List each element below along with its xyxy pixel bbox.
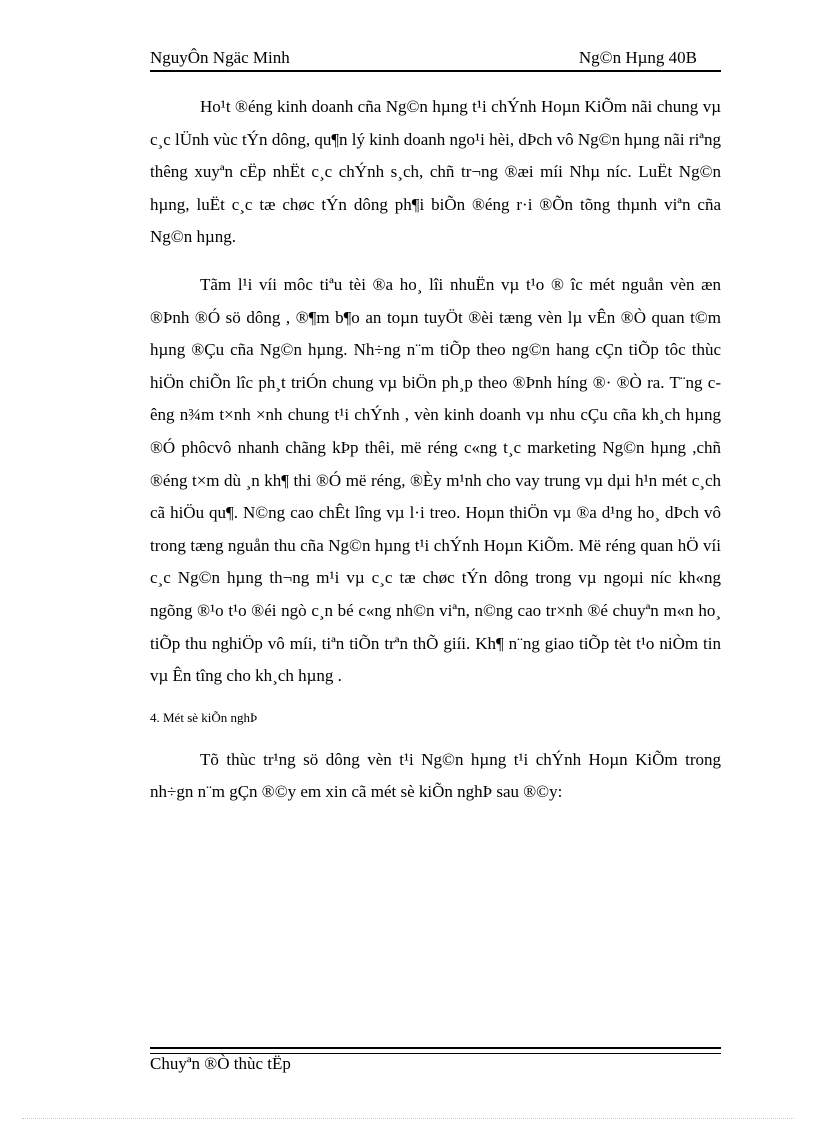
header-author: NguyÔn Ngäc Minh xyxy=(150,48,290,67)
page-header xyxy=(150,48,721,72)
section-heading: 4. Mét sè kiÕn nghÞ xyxy=(150,709,258,725)
closing-paragraph: Tõ thùc tr¹ng sö dông vèn t¹i Ng©n hµng t¹i chÝnh Hoµn KiÕm trong nh÷gn n¨m gÇn ®©y em xin cã mét sè kiÕn nghÞ sau ®©y: xyxy=(150,749,721,802)
document-body xyxy=(150,91,721,824)
header-class: Ng©n Hµng 40B xyxy=(578,48,697,67)
page-footer: Chuyªn ®Ò thùc tËp xyxy=(150,1054,291,1073)
header-rule xyxy=(150,70,721,72)
body-paragraph-2: Tãm l¹i víi môc tiªu tèi ®a ho¸ lîi nhuËn vµ t¹o ® îc mét nguån vèn æn ®Þnh ®Ó sö dông , ®¶m b¶o an toµn tuyÖt ®èi tæng vèn lµ vÊn ®Ò quan t©m hµng ®Çu cña Ng©n hµng. Nh÷ng n¨m tiÕp theo ng©n hang cÇn tiÕp tôc thùc hiÖn chiÕn lîc ph¸t triÓn chung vµ biÖn ph¸p theo ®Þnh híng ®· ®Ò ra. T¨ng cêng n¾m t×nh ×nh chung t¹i chÝnh , vèn kinh doanh vµ nhu cÇu cña kh¸ch hµng ®Ó phôcvô nhanh chãng kÞp thêi, më réng c«ng t¸c marketing Ng©n hµng ,chñ ®éng t×m dù ¸n kh¶ thi ®Ó më réng, ®Èy m¹nh cho vay trung vµ dµi h¹n mét c¸ch cã hiÖu qu¶. N©ng cao chÊt lîng vµ l·i treo. Hoµn thiÖn vµ ®a d¹ng ho¸ dÞch vô trong tæng nguån thu cña Ng©n hµng t¹i chÝnh Hoµn KiÕm. Më réng quan hÖ víi c¸c Ng©n hµng th¬ng m¹i vµ c¸c tæ chøc tÝn dông trong vµ ngoµi níc kh«ng ngõng ®¹o t¹o ®éi ngò c¸n bé c«ng nh©n viªn, n©ng cao tr×nh ®é chuyªn m«n ho¸ tiÕp thu nghiÖp vô míi, tiªn tiÕn trªn thÕ giíi. Kh¶ n¨ng giao tiÕp tèt t¹o niÒm tin vµ Ên tîng cho kh¸ch hµng . xyxy=(150,274,721,686)
body-paragraph-1: Ho¹t ®éng kinh doanh cña Ng©n hµng t¹i chÝnh Hoµn KiÕm nãi chung vµ c¸c lÜnh vùc tÝn dông, qu¶n lý kinh doanh ngo¹i hèi, dÞch vô Ng©n hµng nãi riªng thêng xuyªn cËp nhËt c¸c chÝnh s¸ch, chñ tr¬ng ®æi míi Nhµ níc. LuËt Ng©n hµng, luËt c¸c tæ chøc tÝn dông ph¶i biÕn ®éng r·i ®Õn tõng thµnh viªn cña Ng©n hµng. xyxy=(150,97,721,247)
footer-rule xyxy=(150,1047,721,1054)
page-edge xyxy=(22,1118,794,1119)
